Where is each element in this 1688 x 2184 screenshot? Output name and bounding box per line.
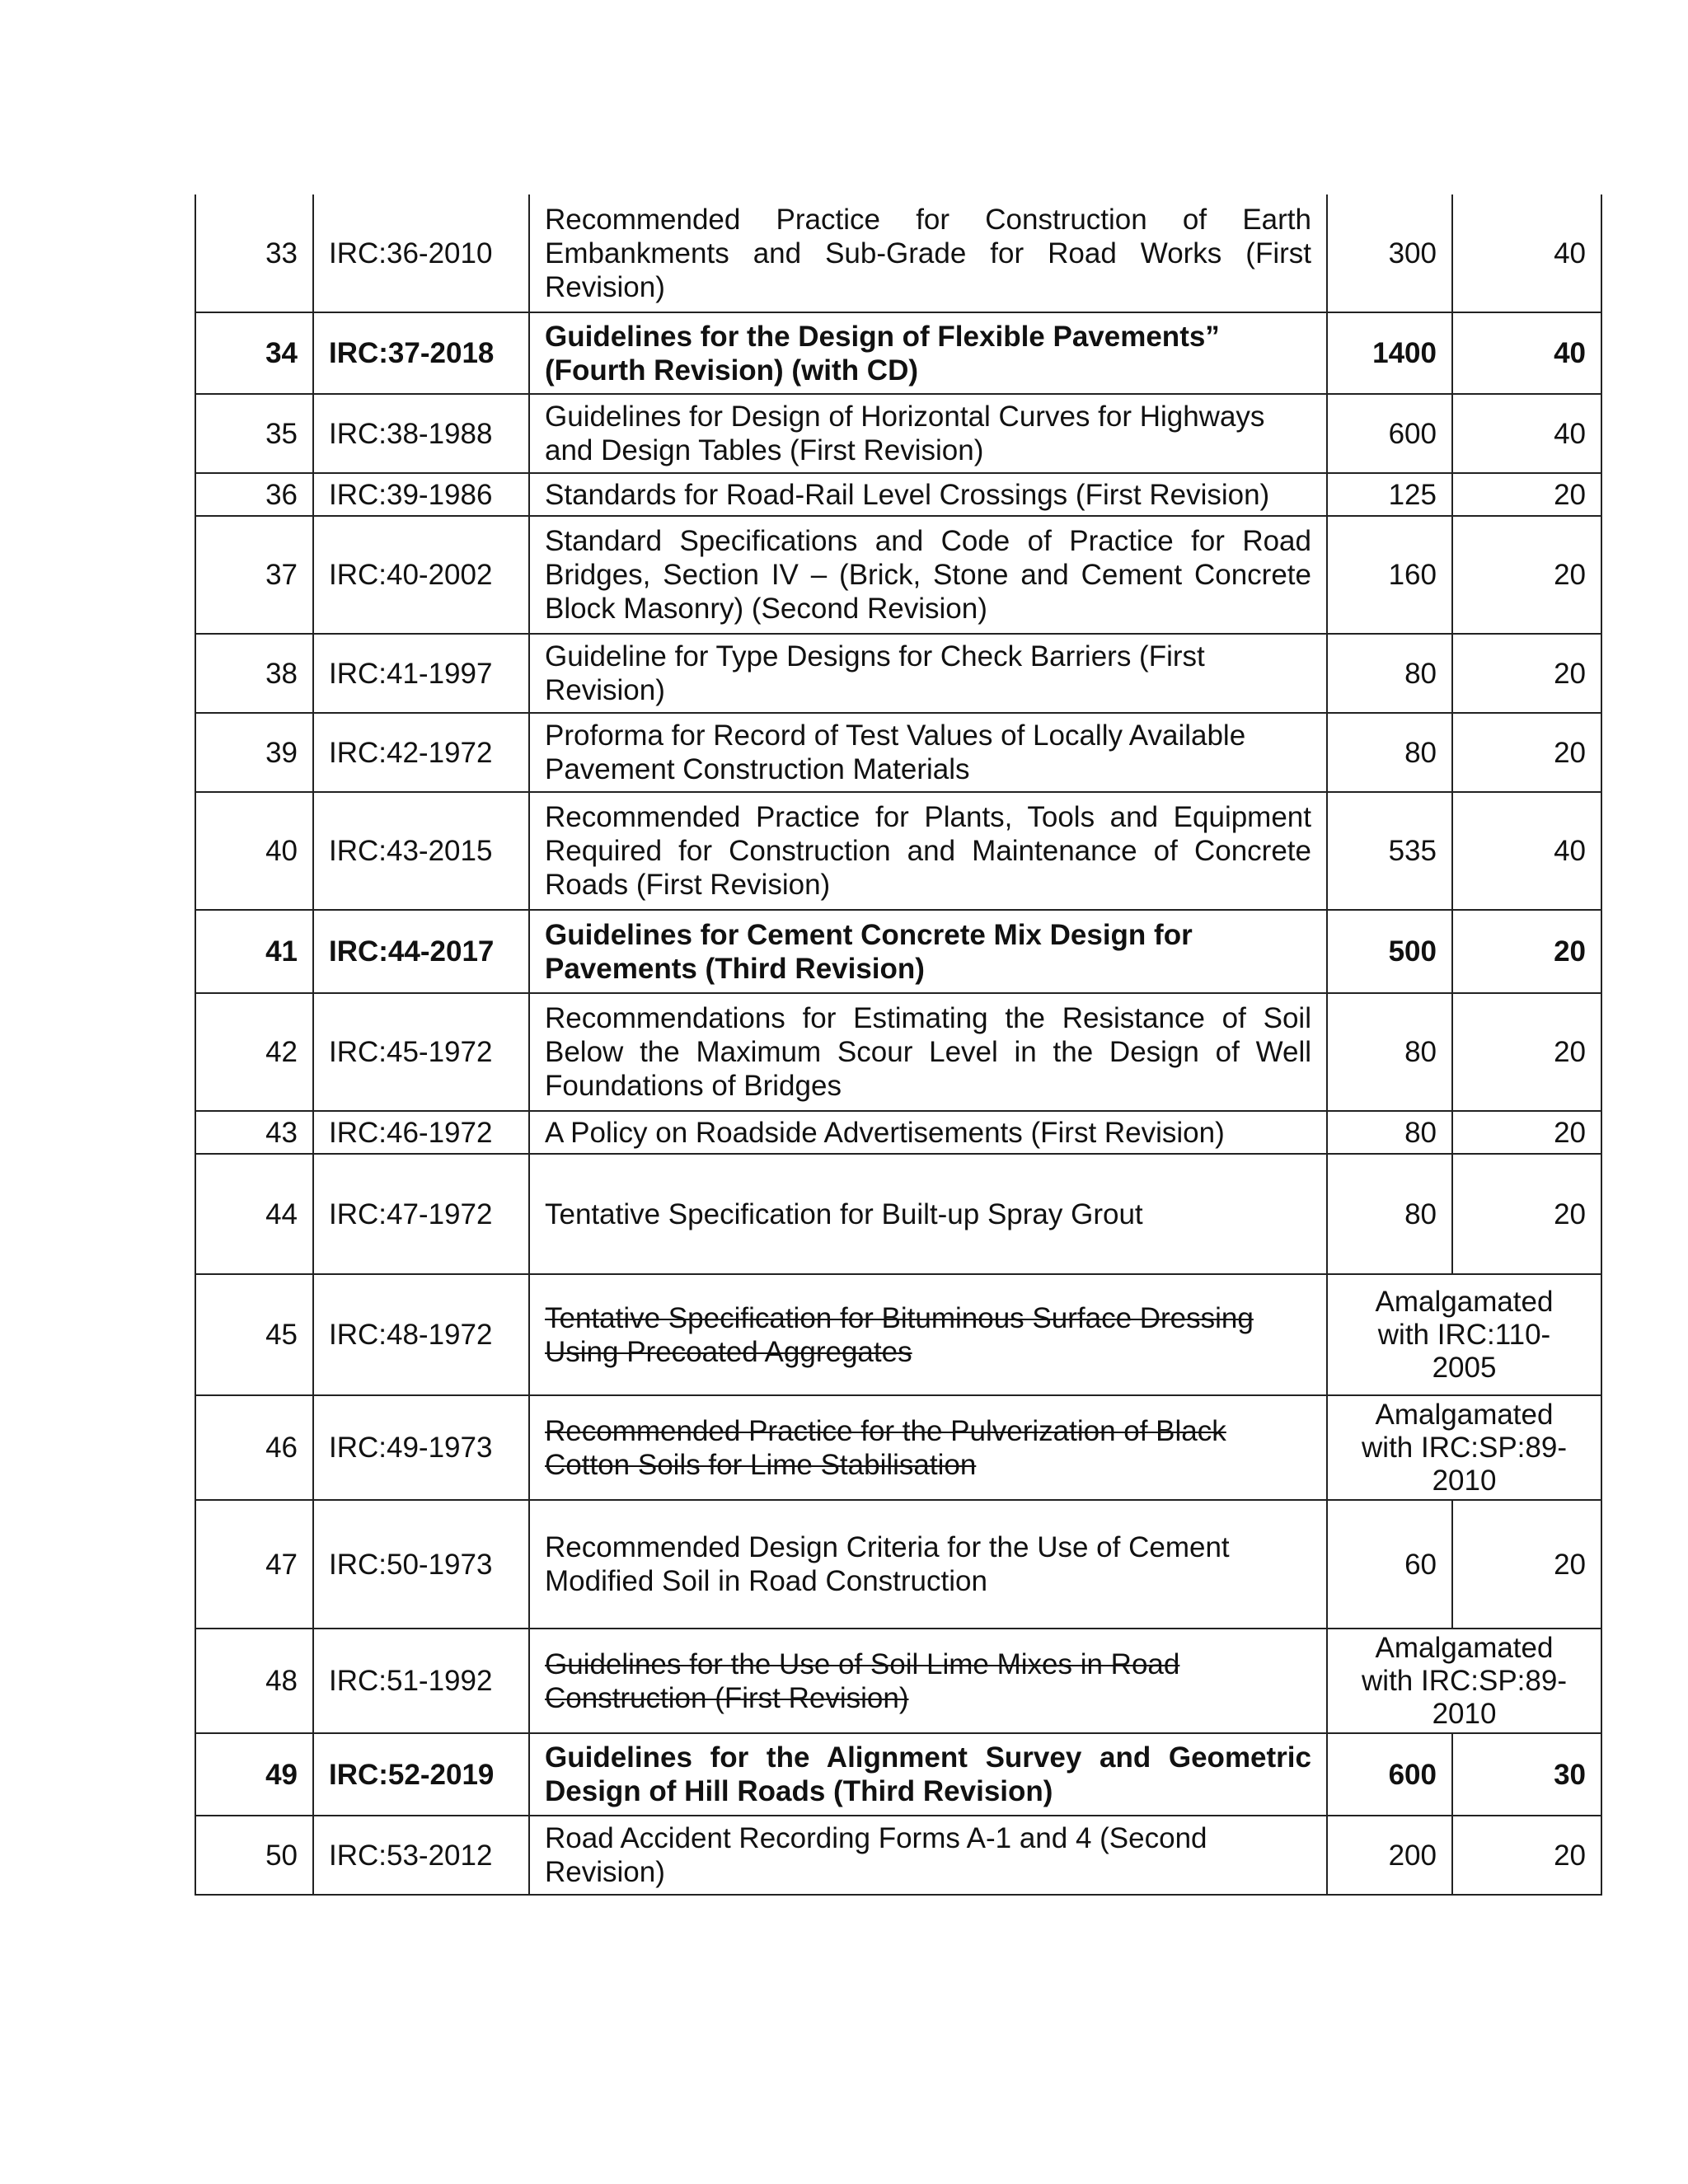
irc-code: IRC:38-1988: [313, 394, 529, 473]
serial-number: 38: [195, 634, 313, 713]
table-row: [195, 792, 1601, 910]
postage: 20: [1452, 634, 1601, 713]
postage: 20: [1452, 1500, 1601, 1629]
table-row: [195, 394, 1601, 473]
publication-title: Guidelines for the Alignment Survey and Geometric Design of Hill Roads (Third Revision): [529, 1733, 1327, 1816]
irc-code: IRC:43-2015: [313, 792, 529, 910]
irc-code: IRC:42-1972: [313, 713, 529, 792]
postage: 40: [1452, 792, 1601, 910]
price: 1400: [1327, 312, 1452, 394]
postage: 40: [1452, 394, 1601, 473]
amalgamation-text: Amalgamated with IRC:110- 2005: [1375, 1285, 1554, 1384]
publication-title: Standards for Road-Rail Level Crossings (First Revision): [529, 473, 1327, 516]
serial-number: 46: [195, 1395, 313, 1500]
withdrawn-title: Tentative Specification for Bituminous Surface Dressing Using Precoated Aggregates: [545, 1301, 1254, 1368]
publication-title: Tentative Specification for Built-up Spray Grout: [529, 1154, 1327, 1274]
price: 60: [1327, 1500, 1452, 1629]
price: 535: [1327, 792, 1452, 910]
irc-code: IRC:46-1972: [313, 1111, 529, 1154]
irc-code: IRC:53-2012: [313, 1816, 529, 1895]
amalgamation-note: [1327, 1395, 1601, 1500]
table-row: [195, 1111, 1601, 1154]
publication-title-struck: [529, 1395, 1327, 1500]
price: 600: [1327, 1733, 1452, 1816]
table-row: [195, 516, 1601, 634]
serial-number: 43: [195, 1111, 313, 1154]
irc-code: IRC:49-1973: [313, 1395, 529, 1500]
serial-number: 47: [195, 1500, 313, 1629]
irc-code: IRC:36-2010: [313, 194, 529, 312]
postage: 20: [1452, 516, 1601, 634]
table-row: [195, 993, 1601, 1111]
postage: 30: [1452, 1733, 1601, 1816]
postage: 20: [1452, 910, 1601, 993]
irc-code: IRC:50-1973: [313, 1500, 529, 1629]
amalgamation-note: [1327, 1629, 1601, 1733]
publications-table: [195, 194, 1602, 1896]
postage: 20: [1452, 1816, 1601, 1895]
serial-number: 34: [195, 312, 313, 394]
price: 125: [1327, 473, 1452, 516]
publication-title: Guidelines for Cement Concrete Mix Design for Pavements (Third Revision): [529, 910, 1327, 993]
postage: 20: [1452, 1154, 1601, 1274]
serial-number: 42: [195, 993, 313, 1111]
price: 500: [1327, 910, 1452, 993]
serial-number: 41: [195, 910, 313, 993]
publication-title: Recommendations for Estimating the Resistance of Soil Below the Maximum Scour Level in the Design of Well Foundations of Bridges: [529, 993, 1327, 1111]
serial-number: 40: [195, 792, 313, 910]
table-row: [195, 1274, 1601, 1395]
publication-title-struck: [529, 1274, 1327, 1395]
publication-title: Standard Specifications and Code of Practice for Road Bridges, Section IV – (Brick, Stone and Cement Concrete Block Masonry) (Second Revision): [529, 516, 1327, 634]
amalgamation-text: Amalgamated with IRC:SP:89- 2010: [1362, 1398, 1567, 1497]
irc-code: IRC:47-1972: [313, 1154, 529, 1274]
postage: 20: [1452, 993, 1601, 1111]
publication-title: A Policy on Roadside Advertisements (First Revision): [529, 1111, 1327, 1154]
price: 80: [1327, 634, 1452, 713]
publication-title: Guidelines for the Design of Flexible Pavements” (Fourth Revision) (with CD): [529, 312, 1327, 394]
serial-number: 36: [195, 473, 313, 516]
table-row: [195, 194, 1601, 312]
price: 80: [1327, 993, 1452, 1111]
irc-code: IRC:40-2002: [313, 516, 529, 634]
serial-number: 49: [195, 1733, 313, 1816]
table-row: [195, 910, 1601, 993]
irc-code: IRC:39-1986: [313, 473, 529, 516]
irc-code: IRC:41-1997: [313, 634, 529, 713]
postage: 40: [1452, 194, 1601, 312]
serial-number: 35: [195, 394, 313, 473]
irc-code: IRC:37-2018: [313, 312, 529, 394]
price: 80: [1327, 1111, 1452, 1154]
irc-code: IRC:44-2017: [313, 910, 529, 993]
publication-title-struck: [529, 1629, 1327, 1733]
serial-number: 45: [195, 1274, 313, 1395]
amalgamation-text: Amalgamated with IRC:SP:89- 2010: [1362, 1631, 1567, 1730]
serial-number: 33: [195, 194, 313, 312]
price: 600: [1327, 394, 1452, 473]
table-row: [195, 1500, 1601, 1629]
table-row: [195, 713, 1601, 792]
price: 80: [1327, 1154, 1452, 1274]
publication-title: Recommended Practice for Construction of Earth Embankments and Sub-Grade for Road Works (First Revision): [529, 194, 1327, 312]
price: 160: [1327, 516, 1452, 634]
irc-code: IRC:51-1992: [313, 1629, 529, 1733]
amalgamation-note: [1327, 1274, 1601, 1395]
publication-title: Guideline for Type Designs for Check Barriers (First Revision): [529, 634, 1327, 713]
serial-number: 44: [195, 1154, 313, 1274]
table-row: [195, 1154, 1601, 1274]
table-row: [195, 312, 1601, 394]
withdrawn-title: Guidelines for the Use of Soil Lime Mixes in Road Construction (First Revision): [545, 1647, 1180, 1714]
table-row: [195, 1395, 1601, 1500]
serial-number: 50: [195, 1816, 313, 1895]
serial-number: 48: [195, 1629, 313, 1733]
price: 200: [1327, 1816, 1452, 1895]
serial-number: 37: [195, 516, 313, 634]
postage: 20: [1452, 1111, 1601, 1154]
irc-code: IRC:52-2019: [313, 1733, 529, 1816]
postage: 20: [1452, 713, 1601, 792]
irc-code: IRC:48-1972: [313, 1274, 529, 1395]
irc-code: IRC:45-1972: [313, 993, 529, 1111]
publication-title: Proforma for Record of Test Values of Locally Available Pavement Construction Materials: [529, 713, 1327, 792]
table-row: [195, 634, 1601, 713]
postage: 20: [1452, 473, 1601, 516]
publication-title: Guidelines for Design of Horizontal Curves for Highways and Design Tables (First Revision): [529, 394, 1327, 473]
serial-number: 39: [195, 713, 313, 792]
price: 300: [1327, 194, 1452, 312]
table-row: [195, 1816, 1601, 1895]
publication-title: Recommended Design Criteria for the Use of Cement Modified Soil in Road Construction: [529, 1500, 1327, 1629]
table-row: [195, 1733, 1601, 1816]
postage: 40: [1452, 312, 1601, 394]
table-row: [195, 473, 1601, 516]
publication-title: Recommended Practice for Plants, Tools and Equipment Required for Construction and Maintenance of Concrete Roads (First Revision): [529, 792, 1327, 910]
publication-title: Road Accident Recording Forms A-1 and 4 (Second Revision): [529, 1816, 1327, 1895]
price: 80: [1327, 713, 1452, 792]
table-row: [195, 1629, 1601, 1733]
withdrawn-title: Recommended Practice for the Pulverization of Black Cotton Soils for Lime Stabilisation: [545, 1414, 1226, 1481]
